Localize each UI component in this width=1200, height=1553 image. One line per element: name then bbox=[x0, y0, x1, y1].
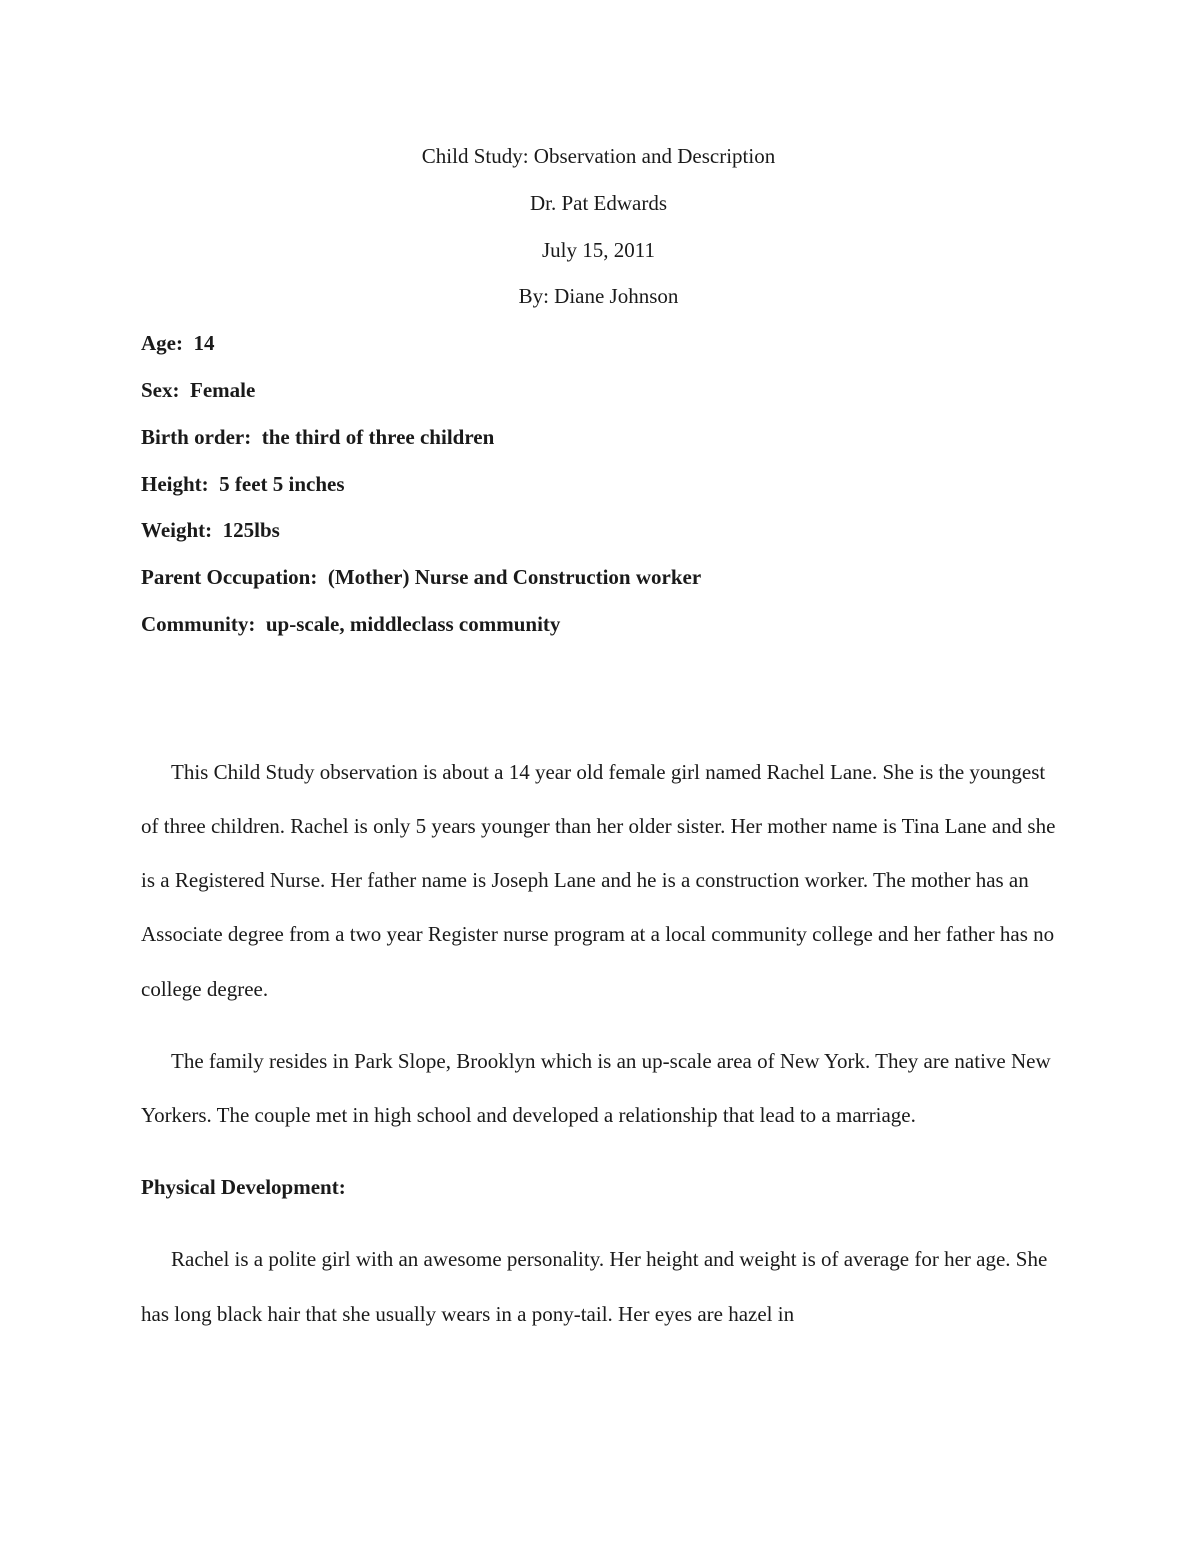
field-parent-occupation bbox=[141, 559, 1056, 606]
section-heading: Physical Development: bbox=[141, 1175, 346, 1200]
field-weight bbox=[141, 512, 1056, 559]
field-sex bbox=[141, 372, 1056, 419]
field-age bbox=[141, 325, 1056, 372]
blank-space bbox=[141, 653, 1056, 745]
field-height bbox=[141, 466, 1056, 513]
field-value: Female bbox=[190, 377, 256, 402]
field-birth-order bbox=[141, 419, 1056, 466]
section-paragraph: Rachel is a polite girl with an awesome personality. Her height and weight is of average for her age. She has long black hair that she usually wears in a pony-tail. Her eyes are hazel in bbox=[141, 1247, 1048, 1326]
document-content bbox=[141, 138, 1056, 1359]
field-value: 5 feet 5 inches bbox=[219, 471, 345, 496]
child-info-fields bbox=[141, 325, 1056, 653]
field-value: 14 bbox=[193, 331, 215, 356]
body-paragraph: The family resides in Park Slope, Brooklyn which is an up-scale area of New York. They are native New Yorkers. The couple met in high school and developed a relationship that lead to a marriage. bbox=[141, 1048, 1051, 1127]
field-label: Height: bbox=[141, 471, 209, 496]
field-label: Community: bbox=[141, 611, 256, 636]
title-block bbox=[141, 138, 1056, 325]
instructor-name: Dr. Pat Edwards bbox=[529, 190, 668, 215]
field-label: Sex: bbox=[141, 377, 180, 402]
field-value: 125lbs bbox=[222, 518, 280, 543]
field-community bbox=[141, 606, 1056, 653]
author-name: By: Diane Johnson bbox=[518, 284, 679, 309]
field-value: the third of three children bbox=[261, 424, 495, 449]
document-date: July 15, 2011 bbox=[542, 237, 655, 262]
document-title: Child Study: Observation and Description bbox=[421, 144, 776, 168]
field-label: Parent Occupation: bbox=[141, 565, 318, 590]
field-label: Birth order: bbox=[141, 424, 252, 449]
field-label: Weight: bbox=[141, 518, 213, 543]
field-value: up-scale, middleclass community bbox=[265, 611, 561, 636]
body-paragraph: This Child Study observation is about a 14 year old female girl named Rachel Lane. She is the youngest of three children. Rachel is only 5 years younger than her older sister. Her mother name is Tina Lane and she is a Registered Nurse. Her father name is Joseph Lane and he is a construction worker. The mother has an Associate degree from a two year Register nurse program at a local community college and her father has no college degree. bbox=[141, 759, 1056, 1001]
field-value: (Mother) Nurse and Construction worker bbox=[327, 565, 702, 590]
field-label: Age: bbox=[141, 331, 183, 356]
